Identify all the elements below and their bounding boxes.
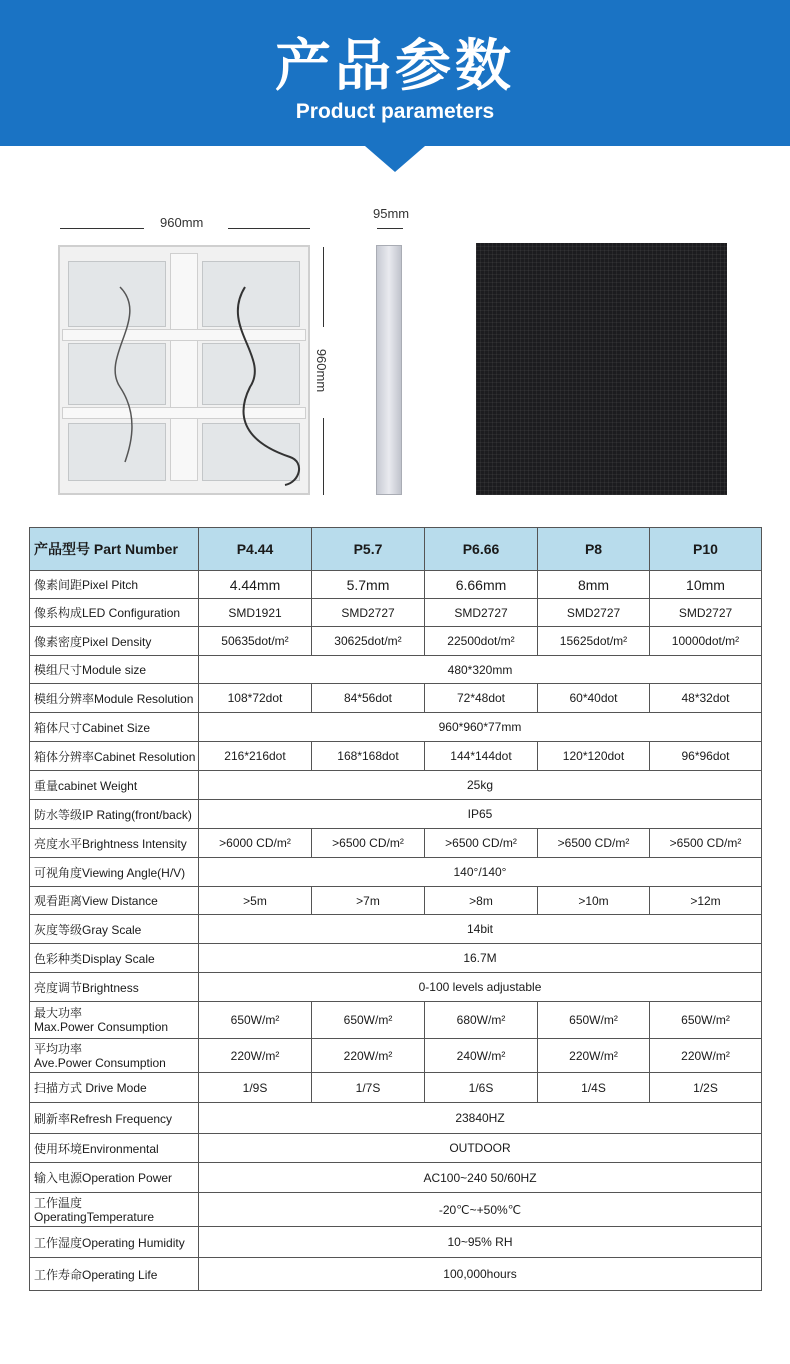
row-label: 重量cabinet Weight xyxy=(30,771,199,800)
row-value: >6500 CD/m² xyxy=(312,829,425,858)
row-value: >6000 CD/m² xyxy=(199,829,312,858)
row-label: 工作寿命Operating Life xyxy=(30,1258,199,1291)
row-label: 工作湿度Operating Humidity xyxy=(30,1227,199,1258)
row-value: 480*320mm xyxy=(199,656,762,684)
row-value: 10mm xyxy=(650,571,762,599)
table-row xyxy=(30,944,762,973)
row-value: 23840HZ xyxy=(199,1103,762,1134)
width-arrow-left xyxy=(60,228,144,229)
page-title: 产品参数 xyxy=(275,34,515,99)
table-row xyxy=(30,973,762,1002)
table-row xyxy=(30,915,762,944)
row-label: 箱体尺寸Cabinet Size xyxy=(30,713,199,742)
cable-drawing xyxy=(60,247,308,493)
row-value: 168*168dot xyxy=(312,742,425,771)
row-value: >7m xyxy=(312,887,425,915)
row-value: 220W/m² xyxy=(650,1039,762,1073)
row-value: 5.7mm xyxy=(312,571,425,599)
row-label xyxy=(30,1002,199,1039)
row-value: OUTDOOR xyxy=(199,1134,762,1163)
row-value: 50635dot/m² xyxy=(199,627,312,656)
row-value: 8mm xyxy=(538,571,650,599)
row-value: 1/7S xyxy=(312,1073,425,1103)
model-header: P5.7 xyxy=(312,528,425,571)
table-row xyxy=(30,1163,762,1193)
row-value: 108*72dot xyxy=(199,684,312,713)
row-value: 1/6S xyxy=(425,1073,538,1103)
table-row xyxy=(30,1134,762,1163)
row-label: 可视角度Viewing Angle(H/V) xyxy=(30,858,199,887)
row-value: 240W/m² xyxy=(425,1039,538,1073)
depth-arrow xyxy=(377,228,403,229)
height-arrow-top xyxy=(323,247,324,327)
row-label: 色彩种类Display Scale xyxy=(30,944,199,973)
table-row xyxy=(30,599,762,627)
row-label: 箱体分辨率Cabinet Resolution xyxy=(30,742,199,771)
row-value: 1/4S xyxy=(538,1073,650,1103)
table-row xyxy=(30,858,762,887)
row-label: 模组分辨率Module Resolution xyxy=(30,684,199,713)
row-value: 960*960*77mm xyxy=(199,713,762,742)
row-label: 灰度等级Gray Scale xyxy=(30,915,199,944)
row-value: 650W/m² xyxy=(650,1002,762,1039)
row-value: SMD2727 xyxy=(425,599,538,627)
row-label: 亮度水平Brightness Intensity xyxy=(30,829,199,858)
row-value: 650W/m² xyxy=(199,1002,312,1039)
table-row xyxy=(30,829,762,858)
page-subtitle: Product parameters xyxy=(295,100,495,123)
header-label: 产品型号 Part Number xyxy=(30,528,199,571)
row-value: >12m xyxy=(650,887,762,915)
row-value: 30625dot/m² xyxy=(312,627,425,656)
row-value: 140°/140° xyxy=(199,858,762,887)
row-value: >6500 CD/m² xyxy=(425,829,538,858)
row-value: >6500 CD/m² xyxy=(538,829,650,858)
cabinet-side-view xyxy=(376,245,402,495)
row-label xyxy=(30,1193,199,1227)
cabinet-back-view xyxy=(58,245,310,495)
row-value: 15625dot/m² xyxy=(538,627,650,656)
row-value: SMD2727 xyxy=(650,599,762,627)
row-label: 使用环境Environmental xyxy=(30,1134,199,1163)
table-header-row xyxy=(30,528,762,571)
row-label: 亮度调节Brightness xyxy=(30,973,199,1002)
row-label: 防水等级IP Rating(front/back) xyxy=(30,800,199,829)
row-value: SMD1921 xyxy=(199,599,312,627)
row-value: 48*32dot xyxy=(650,684,762,713)
row-value: 100,000hours xyxy=(199,1258,762,1291)
table-row xyxy=(30,1073,762,1103)
height-arrow-bottom xyxy=(323,418,324,495)
row-value: >10m xyxy=(538,887,650,915)
row-value: >5m xyxy=(199,887,312,915)
row-value: 1/9S xyxy=(199,1073,312,1103)
model-header: P4.44 xyxy=(199,528,312,571)
row-value: >8m xyxy=(425,887,538,915)
model-header: P8 xyxy=(538,528,650,571)
row-value: 10000dot/m² xyxy=(650,627,762,656)
row-label: 像系构成LED Configuration xyxy=(30,599,199,627)
table-row xyxy=(30,1103,762,1134)
row-value: 220W/m² xyxy=(312,1039,425,1073)
row-value: 650W/m² xyxy=(312,1002,425,1039)
header-banner xyxy=(0,0,790,146)
row-label: 像素密度Pixel Density xyxy=(30,627,199,656)
table-row xyxy=(30,800,762,829)
row-value: 120*120dot xyxy=(538,742,650,771)
row-value: 216*216dot xyxy=(199,742,312,771)
row-label: 扫描方式 Drive Mode xyxy=(30,1073,199,1103)
table-row xyxy=(30,656,762,684)
row-label: 模组尺寸Module size xyxy=(30,656,199,684)
table-row xyxy=(30,713,762,742)
row-value: 96*96dot xyxy=(650,742,762,771)
width-arrow-right xyxy=(228,228,310,229)
row-value: 22500dot/m² xyxy=(425,627,538,656)
row-value: IP65 xyxy=(199,800,762,829)
table-row xyxy=(30,887,762,915)
banner-notch xyxy=(365,146,425,172)
row-value: -20℃~+50%℃ xyxy=(199,1193,762,1227)
row-value: SMD2727 xyxy=(312,599,425,627)
row-value: 0-100 levels adjustable xyxy=(199,973,762,1002)
row-label-line: OperatingTemperature xyxy=(34,1209,155,1224)
row-label: 输入电源Operation Power xyxy=(30,1163,199,1193)
row-value: 1/2S xyxy=(650,1073,762,1103)
row-value: 650W/m² xyxy=(538,1002,650,1039)
row-label: 刷新率Refresh Frequency xyxy=(30,1103,199,1134)
table-row xyxy=(30,1039,762,1073)
row-label-line: Ave.Power Consumption xyxy=(34,1055,166,1070)
row-value: 84*56dot xyxy=(312,684,425,713)
spec-table xyxy=(29,527,762,1291)
row-value: SMD2727 xyxy=(538,599,650,627)
table-row xyxy=(30,1227,762,1258)
row-value: 14bit xyxy=(199,915,762,944)
row-value: 10~95% RH xyxy=(199,1227,762,1258)
row-value: 220W/m² xyxy=(538,1039,650,1073)
row-value: 220W/m² xyxy=(199,1039,312,1073)
row-label-line: 最大功率 xyxy=(34,1006,83,1020)
row-label xyxy=(30,1039,199,1073)
table-row xyxy=(30,1002,762,1039)
table-row xyxy=(30,1193,762,1227)
row-value: 16.7M xyxy=(199,944,762,973)
row-value: 60*40dot xyxy=(538,684,650,713)
row-label: 观看距离View Distance xyxy=(30,887,199,915)
row-label-line: Max.Power Consumption xyxy=(34,1020,169,1034)
row-value: 144*144dot xyxy=(425,742,538,771)
table-row xyxy=(30,571,762,599)
cabinet-front-view xyxy=(476,243,727,495)
model-header: P10 xyxy=(650,528,762,571)
table-row xyxy=(30,771,762,800)
row-value: >6500 CD/m² xyxy=(650,829,762,858)
row-label: 像素间距Pixel Pitch xyxy=(30,571,199,599)
row-value: 72*48dot xyxy=(425,684,538,713)
row-value: 680W/m² xyxy=(425,1002,538,1039)
table-row xyxy=(30,684,762,713)
row-value: 25kg xyxy=(199,771,762,800)
table-row xyxy=(30,627,762,656)
height-dimension: 960mm xyxy=(314,348,330,393)
row-value: 6.66mm xyxy=(425,571,538,599)
model-header: P6.66 xyxy=(425,528,538,571)
row-label-line: 平均功率 xyxy=(34,1041,83,1056)
depth-dimension: 95mm xyxy=(373,206,410,221)
table-row xyxy=(30,742,762,771)
table-row xyxy=(30,1258,762,1291)
row-label-line: 工作温度 xyxy=(34,1195,83,1210)
width-dimension: 960mm xyxy=(160,215,204,230)
row-value: 4.44mm xyxy=(199,571,312,599)
row-value: AC100~240 50/60HZ xyxy=(199,1163,762,1193)
